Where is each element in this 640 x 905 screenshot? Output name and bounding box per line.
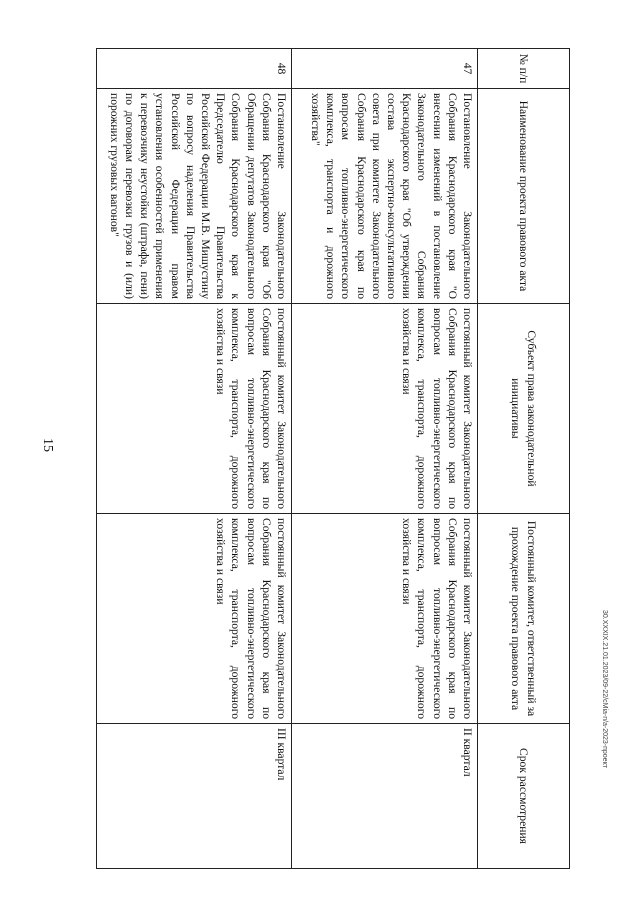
row-48-subject: постоянный комитет Законодательного Собрания Краснодарского края по вопросам топливно-энергетического комплекса, транспорта, дорожного хозяйства и связи	[97, 304, 292, 514]
rotated-table-container	[95, 48, 570, 868]
table-row	[97, 49, 292, 869]
row-48-num: 48	[97, 49, 292, 89]
row-47-term: II квартал	[292, 724, 478, 869]
table-row	[292, 49, 478, 869]
header-num: № п/п	[478, 49, 570, 89]
row-47-num: 47	[292, 49, 478, 89]
row-47-committee: постоянный комитет Законодательного Собрания Краснодарского края по вопросам топливно-энергетического комплекса, транспорта, дорожного хозяйства и связи	[292, 514, 478, 724]
header-committee: Постоянный комитет, ответственный за прохождение проекта правового акта	[478, 514, 570, 724]
page-number: 15	[40, 438, 55, 452]
header-name: Наименование проекта правового акта	[478, 89, 570, 304]
document-code: 30.XXXIX.21.01.2023/09-22/сМiа-п/а-2023-проект	[601, 610, 608, 768]
plan-table	[96, 48, 570, 869]
row-47-subject: постоянный комитет Законодательного Собрания Краснодарского края по вопросам топливно-энергетического комплекса, транспорта, дорожного хозяйства и связи	[292, 304, 478, 514]
header-term: Срок рассмотрения	[478, 724, 570, 869]
table-header-row	[478, 49, 570, 869]
row-47-name: Постановление Законодательного Собрания Краснодарского края "О внесении изменений в постановление Законодательного Собрания Краснодарского края "Об утверждении состава экспертно-консультативного совета при комитете Законодательного Собрания Краснодарского края по вопросам топливно-энергетического комплекса, транспорта и дорожного хозяйства"	[292, 89, 478, 304]
row-48-name: Постановление Законодательного Собрания Краснодарского края "Об Обращении депутатов Законодательного Собрания Краснодарского края к Председателю Правительства Российской Федерации М.В. Мишустину по вопросу наделения Правительства Российской Федерации правом установления особенностей применения к перевозчику неустойки (штрафа, пени) по договорам перевозки грузов и (или) порожних грузовых вагонов"	[97, 89, 292, 304]
row-48-term: III квартал	[97, 724, 292, 869]
row-48-committee: постоянный комитет Законодательного Собрания Краснодарского края по вопросам топливно-энергетического комплекса, транспорта, дорожного хозяйства и связи	[97, 514, 292, 724]
header-subject: Субъект права законодательной инициативы	[478, 304, 570, 514]
